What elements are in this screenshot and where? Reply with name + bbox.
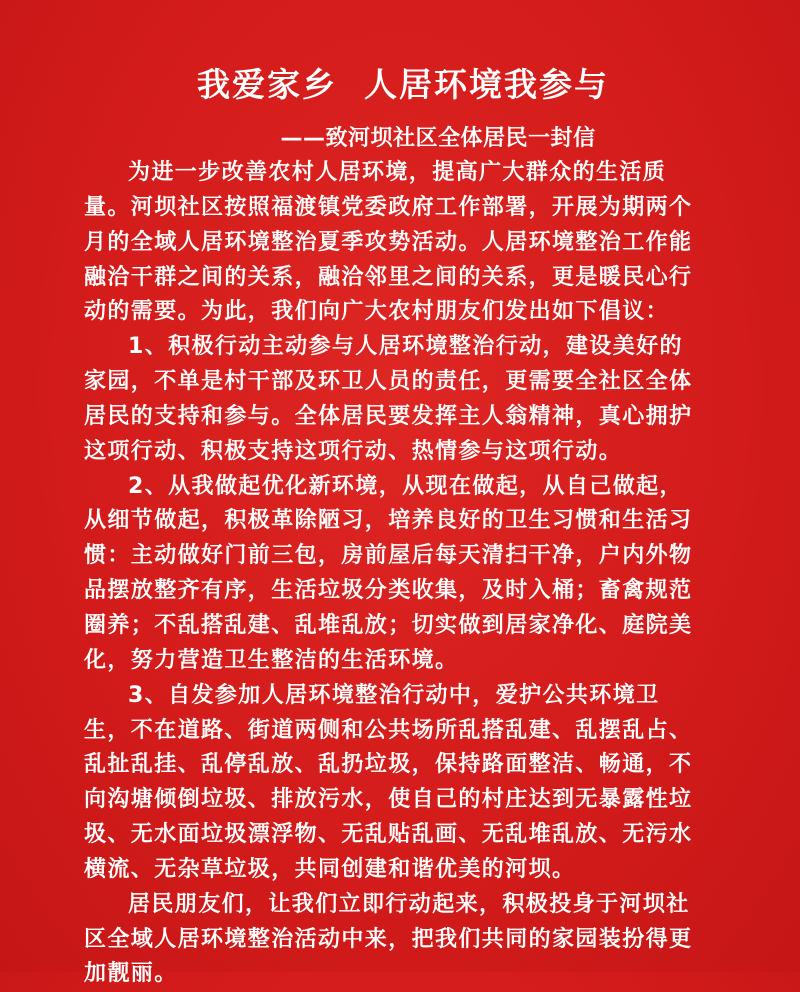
letter-line: 居民的支持和参与。全体居民要发挥主人翁精神，真心拥护 <box>84 403 693 429</box>
letter-line: 化，努力营造卫生整洁的生活环境。 <box>84 647 459 673</box>
letter-line: 居民朋友们，让我们立即行动起来，积极投身于河坝社 <box>128 891 690 917</box>
letter-line: 量。河坝社区按照福渡镇党委政府工作部署，开展为期两个 <box>84 194 693 220</box>
letter-line: 圈养；不乱搭乱建、乱堆乱放；切实做到居家净化、庭院美 <box>84 612 693 638</box>
letter-line: 加靓丽。 <box>84 961 178 987</box>
letter-line: 动的需要。为此，我们向广大农村朋友们发出如下倡议： <box>84 299 670 325</box>
letter-line: 品摆放整齐有序，生活垃圾分类收集，及时入桶；畜禽规范 <box>84 578 693 604</box>
letter-line: 横流、无杂草垃圾，共同创建和谐优美的河坝。 <box>84 856 576 882</box>
letter-line: 1、积极行动主动参与人居环境整治行动，建设美好的 <box>128 334 683 360</box>
letter-line: 惯：主动做好门前三包，房前屋后每天清扫干净，户内外物 <box>84 543 693 569</box>
page-title: 我爱家乡 人居环境我参与 <box>197 65 609 104</box>
letter-line: 3、自发参加人居环境整治行动中，爱护公共环境卫 <box>128 682 660 708</box>
letter-line: 2、从我做起优化新环境，从现在做起，从自己做起， <box>128 473 683 499</box>
letter-line: 生，不在道路、街道两侧和公共场所乱搭乱建、乱摆乱占、 <box>84 717 693 743</box>
letter-line: 这项行动、积极支持这项行动、热情参与这项行动。 <box>84 438 623 464</box>
letter-line: 月的全域人居环境整治夏季攻势活动。人居环境整治工作能 <box>84 229 693 255</box>
letter-line: 向沟塘倾倒垃圾、排放污水，使自己的村庄达到无暴露性垃 <box>84 787 693 813</box>
letter-line: 为进一步改善农村人居环境，提高广大群众的生活质 <box>128 160 667 185</box>
letter-line: 区全域人居环境整治活动中来，把我们共同的家园装扮得更 <box>84 926 693 952</box>
letter-line: 从细节做起，积极革除陋习，培养良好的卫生习惯和生活习 <box>84 508 693 534</box>
letter-line: 乱扯乱挂、乱停乱放、乱扔垃圾，保持路面整洁、畅通，不 <box>84 752 693 778</box>
letter-line: 家园，不单是村干部及环卫人员的责任，更需要全社区全体 <box>84 369 693 395</box>
letter-line: 圾、无水面垃圾漂浮物、无乱贴乱画、无乱堆乱放、无污水 <box>84 822 693 848</box>
letter-line: 融洽干群之间的关系，融洽邻里之间的关系，更是暖民心行 <box>84 264 693 290</box>
letter-subtitle: ——致河坝社区全体居民一封信 <box>280 126 596 151</box>
letter-body <box>84 156 752 992</box>
